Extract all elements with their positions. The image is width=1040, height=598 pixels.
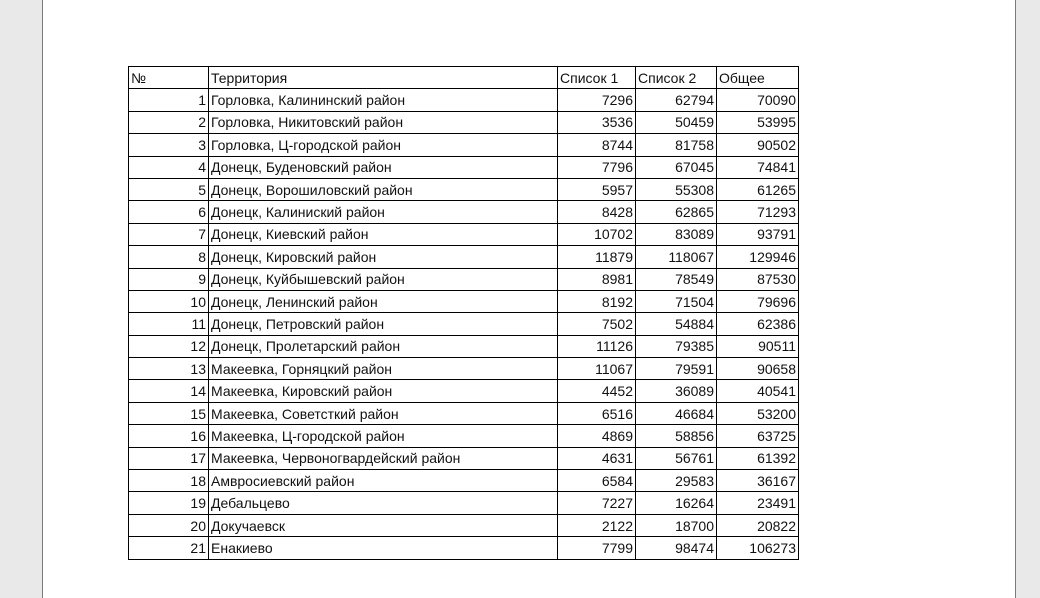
table-row xyxy=(129,514,799,536)
cell-list1: 8744 xyxy=(558,134,636,156)
table-row xyxy=(129,246,799,268)
cell-total: 90658 xyxy=(717,358,799,380)
table-row xyxy=(129,201,799,223)
cell-total: 129946 xyxy=(717,246,799,268)
cell-list2: 54884 xyxy=(636,313,717,335)
cell-total: 90502 xyxy=(717,134,799,156)
cell-list2: 79385 xyxy=(636,335,717,357)
cell-total: 87530 xyxy=(717,268,799,290)
cell-num: 8 xyxy=(129,246,209,268)
cell-total: 74841 xyxy=(717,156,799,178)
cell-list2: 36089 xyxy=(636,380,717,402)
cell-num: 4 xyxy=(129,156,209,178)
cell-list1: 6516 xyxy=(558,402,636,424)
table-row xyxy=(129,313,799,335)
table-row xyxy=(129,290,799,312)
cell-total: 36167 xyxy=(717,470,799,492)
cell-territory: Донецк, Пролетарский район xyxy=(209,335,558,357)
cell-num: 5 xyxy=(129,178,209,200)
cell-list2: 81758 xyxy=(636,134,717,156)
document-page xyxy=(42,0,1016,598)
cell-territory: Донецк, Калиниский район xyxy=(209,201,558,223)
cell-total: 106273 xyxy=(717,537,799,559)
cell-num: 19 xyxy=(129,492,209,514)
cell-num: 14 xyxy=(129,380,209,402)
cell-territory: Дебальцево xyxy=(209,492,558,514)
cell-list2: 78549 xyxy=(636,268,717,290)
cell-list1: 8192 xyxy=(558,290,636,312)
cell-list2: 79591 xyxy=(636,358,717,380)
header-territory: Территория xyxy=(209,67,558,89)
cell-list1: 11126 xyxy=(558,335,636,357)
cell-list2: 46684 xyxy=(636,402,717,424)
cell-total: 23491 xyxy=(717,492,799,514)
cell-total: 63725 xyxy=(717,425,799,447)
header-list1: Список 1 xyxy=(558,67,636,89)
cell-list1: 7227 xyxy=(558,492,636,514)
cell-list1: 5957 xyxy=(558,178,636,200)
cell-total: 20822 xyxy=(717,514,799,536)
cell-list1: 11879 xyxy=(558,246,636,268)
cell-list1: 4452 xyxy=(558,380,636,402)
cell-num: 18 xyxy=(129,470,209,492)
cell-list1: 4631 xyxy=(558,447,636,469)
table-row xyxy=(129,425,799,447)
header-list2: Список 2 xyxy=(636,67,717,89)
cell-territory: Макеевка, Кировский район xyxy=(209,380,558,402)
cell-territory: Макеевка, Ц-городской район xyxy=(209,425,558,447)
cell-territory: Макеевка, Советсткий район xyxy=(209,402,558,424)
table-row xyxy=(129,335,799,357)
table-row xyxy=(129,358,799,380)
cell-num: 2 xyxy=(129,111,209,133)
cell-list2: 56761 xyxy=(636,447,717,469)
cell-territory: Донецк, Ворошиловский район xyxy=(209,178,558,200)
table-header-row xyxy=(129,67,799,89)
cell-territory: Горловка, Ц-городской район xyxy=(209,134,558,156)
cell-list2: 71504 xyxy=(636,290,717,312)
cell-num: 21 xyxy=(129,537,209,559)
header-num: № xyxy=(129,67,209,89)
cell-num: 1 xyxy=(129,89,209,111)
cell-list2: 118067 xyxy=(636,246,717,268)
table-row xyxy=(129,470,799,492)
cell-list1: 7799 xyxy=(558,537,636,559)
cell-total: 53200 xyxy=(717,402,799,424)
data-table xyxy=(128,66,799,560)
cell-territory: Донецк, Буденовский район xyxy=(209,156,558,178)
cell-list2: 55308 xyxy=(636,178,717,200)
cell-total: 62386 xyxy=(717,313,799,335)
cell-list1: 4869 xyxy=(558,425,636,447)
cell-total: 93791 xyxy=(717,223,799,245)
cell-list1: 8428 xyxy=(558,201,636,223)
cell-total: 71293 xyxy=(717,201,799,223)
header-total: Общее xyxy=(717,67,799,89)
cell-territory: Донецк, Куйбышевский район xyxy=(209,268,558,290)
table-row xyxy=(129,447,799,469)
cell-territory: Горловка, Никитовский район xyxy=(209,111,558,133)
cell-list1: 10702 xyxy=(558,223,636,245)
cell-num: 17 xyxy=(129,447,209,469)
cell-list1: 2122 xyxy=(558,514,636,536)
cell-list1: 3536 xyxy=(558,111,636,133)
cell-list2: 18700 xyxy=(636,514,717,536)
cell-num: 3 xyxy=(129,134,209,156)
cell-list2: 62794 xyxy=(636,89,717,111)
table-row xyxy=(129,156,799,178)
cell-num: 10 xyxy=(129,290,209,312)
cell-num: 16 xyxy=(129,425,209,447)
cell-num: 11 xyxy=(129,313,209,335)
cell-list2: 62865 xyxy=(636,201,717,223)
cell-territory: Докучаевск xyxy=(209,514,558,536)
table-row xyxy=(129,268,799,290)
cell-num: 9 xyxy=(129,268,209,290)
cell-total: 40541 xyxy=(717,380,799,402)
cell-territory: Донецк, Киевский район xyxy=(209,223,558,245)
cell-total: 53995 xyxy=(717,111,799,133)
cell-list2: 98474 xyxy=(636,537,717,559)
cell-num: 6 xyxy=(129,201,209,223)
cell-list2: 58856 xyxy=(636,425,717,447)
table-row xyxy=(129,537,799,559)
cell-list2: 29583 xyxy=(636,470,717,492)
cell-territory: Донецк, Петровский район xyxy=(209,313,558,335)
cell-territory: Донецк, Кировский район xyxy=(209,246,558,268)
cell-total: 79696 xyxy=(717,290,799,312)
cell-territory: Енакиево xyxy=(209,537,558,559)
cell-total: 61265 xyxy=(717,178,799,200)
cell-num: 12 xyxy=(129,335,209,357)
cell-territory: Горловка, Калининский район xyxy=(209,89,558,111)
table-row xyxy=(129,134,799,156)
cell-list1: 11067 xyxy=(558,358,636,380)
cell-list1: 8981 xyxy=(558,268,636,290)
table-row xyxy=(129,492,799,514)
cell-num: 15 xyxy=(129,402,209,424)
cell-total: 61392 xyxy=(717,447,799,469)
cell-total: 90511 xyxy=(717,335,799,357)
cell-list1: 7502 xyxy=(558,313,636,335)
cell-list2: 83089 xyxy=(636,223,717,245)
cell-territory: Донецк, Ленинский район xyxy=(209,290,558,312)
cell-list1: 7796 xyxy=(558,156,636,178)
table-row xyxy=(129,89,799,111)
cell-territory: Макеевка, Горняцкий район xyxy=(209,358,558,380)
cell-list2: 50459 xyxy=(636,111,717,133)
table-row xyxy=(129,223,799,245)
cell-num: 13 xyxy=(129,358,209,380)
cell-territory: Амвросиевский район xyxy=(209,470,558,492)
table-row xyxy=(129,111,799,133)
cell-list1: 7296 xyxy=(558,89,636,111)
cell-list2: 16264 xyxy=(636,492,717,514)
cell-territory: Макеевка, Червоногвардейский район xyxy=(209,447,558,469)
table-row xyxy=(129,402,799,424)
cell-num: 7 xyxy=(129,223,209,245)
cell-list2: 67045 xyxy=(636,156,717,178)
table-row xyxy=(129,380,799,402)
cell-num: 20 xyxy=(129,514,209,536)
cell-total: 70090 xyxy=(717,89,799,111)
table-row xyxy=(129,178,799,200)
cell-list1: 6584 xyxy=(558,470,636,492)
